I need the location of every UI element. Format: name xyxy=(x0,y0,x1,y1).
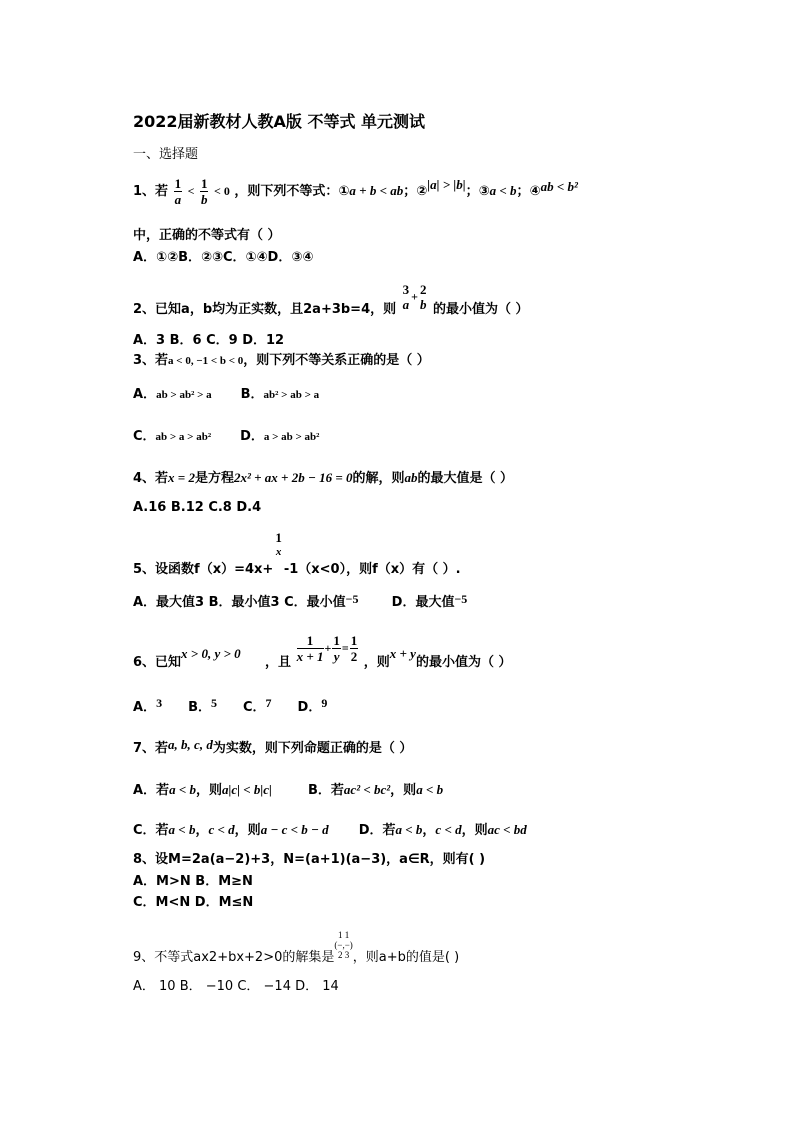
q1-ineq-4: ab < b² xyxy=(540,179,578,194)
question-8: 8、设M=2a(a−2)+3，N=(a+1)(a−3)，a∈R，则有( ) xyxy=(133,852,486,867)
question-7 xyxy=(133,737,413,757)
q4-ab: ab xyxy=(404,470,418,485)
q7-option-a-cond: a < b xyxy=(169,782,196,797)
q6-suffix: 的最小值为（ ） xyxy=(415,655,512,670)
q6-equals: = xyxy=(341,641,349,655)
q3-option-d-label: D． xyxy=(240,429,264,444)
q6-option-a: 3 xyxy=(156,696,163,710)
q7-option-b-then: ，则 xyxy=(390,783,417,798)
q3-option-a-label: A． xyxy=(133,387,157,402)
q6-option-a-label: A． xyxy=(133,700,157,715)
q4-text-mid2: 的解，则 xyxy=(352,471,405,486)
q6-frac-3: $\frac{1}{2}$ xyxy=(350,633,358,664)
question-1 xyxy=(133,176,578,207)
q2-suffix: 的最小值为（ ） xyxy=(433,301,529,317)
q5-options-abc: A．最大值3 B．最小值3 C．最小值 xyxy=(133,595,346,610)
q4-prefix: 4、若 xyxy=(133,471,169,486)
q3-option-c: ab > a > ab² xyxy=(155,431,212,443)
q7-option-b-label: B．若 xyxy=(308,783,344,798)
q9-solution-set: 1 1 (−,−) 2 3 xyxy=(334,930,353,960)
q7-option-d-cond-2: c < d xyxy=(435,822,462,837)
q7-option-a-then: ，则 xyxy=(195,783,222,798)
question-2 xyxy=(133,282,529,317)
q6-options xyxy=(133,696,328,716)
q6-frac-1: $\frac{1}{x + 1}$ xyxy=(296,633,324,664)
q7-option-c-sep: ， xyxy=(195,823,209,838)
q3-condition: a < 0, −1 < b < 0 xyxy=(168,355,244,367)
q7-option-c-cond-1: a < b xyxy=(168,822,196,837)
q6-xy: x + y xyxy=(389,646,416,661)
q4-text-mid: 是方程 xyxy=(194,471,234,486)
q3-option-c-label: C． xyxy=(133,429,156,444)
q2-plus: + xyxy=(411,289,418,304)
q3-options-ab xyxy=(133,387,319,403)
q2-prefix: 2、已知a，b均为正实数，且2a+3b=4，则 xyxy=(133,301,397,317)
q5-option-d-label: D．最大值 xyxy=(391,595,455,610)
q7-option-d-cond-1: a < b xyxy=(395,822,423,837)
q3-suffix: ，则下列不等关系正确的是（ ） xyxy=(243,353,430,368)
q1-ineq-1: a + b < ab xyxy=(349,183,404,198)
q6-option-c: 7 xyxy=(265,696,272,710)
q4-suffix: 的最大值是（ ） xyxy=(417,471,514,486)
q7-options-cd xyxy=(133,822,527,839)
q6-option-b-label: B． xyxy=(188,700,211,715)
q1-text-4: ；④ xyxy=(516,184,541,199)
q7-option-d-result: ac < bd xyxy=(487,822,527,837)
q5-suffix: -1（x<0），则f（x）有（ ）. xyxy=(283,561,461,577)
q1-ineq-2: |a| > |b| xyxy=(427,177,466,192)
question-9 xyxy=(133,930,460,965)
q4-x-value: x = 2 xyxy=(168,470,195,485)
q3-option-b-label: B． xyxy=(240,387,264,402)
q1-text-3: ；③ xyxy=(465,184,490,199)
q1-frac-2: $\frac{1}{b}$ xyxy=(200,176,208,207)
q6-option-b: 5 xyxy=(210,696,217,710)
q6-text-mid2: ，则 xyxy=(363,655,390,670)
q3-prefix: 3、若 xyxy=(133,353,169,368)
q5-option-c-value: −5 xyxy=(345,592,359,606)
q7-prefix: 7、若 xyxy=(133,741,169,756)
q1-frac-1: $\frac{1}{a}$ xyxy=(174,176,182,207)
q1-text-1: ，则下列不等式：① xyxy=(234,184,350,199)
section-heading: 一、选择题 xyxy=(133,147,199,162)
q7-option-d-label: D．若 xyxy=(358,823,396,838)
q1-cond-tail: < 0 xyxy=(214,184,230,198)
q3-option-a: ab > ab² > a xyxy=(156,389,212,401)
q1-ineq-3: a < b xyxy=(489,183,517,198)
question-5 xyxy=(133,530,461,577)
q5-options xyxy=(133,594,467,611)
q7-option-b-result: a < b xyxy=(416,782,444,797)
q7-option-d-then: ，则 xyxy=(461,823,488,838)
document-title: 2022届新教材人教A版 不等式 单元测试 xyxy=(133,112,426,131)
q2-frac-1: 3 a xyxy=(402,282,410,312)
q5-prefix: 5、设函数f（x）=4x+ xyxy=(133,561,274,577)
q1-line-2: 中，正确的不等式有（ ） xyxy=(133,228,281,243)
q6-plus: + xyxy=(324,641,332,655)
q6-option-d: 9 xyxy=(321,696,328,710)
q3-option-b: ab² > ab > a xyxy=(263,389,320,401)
q9-suffix: ，则a+b的值是( ) xyxy=(352,950,460,965)
q2-frac-2: 2 b xyxy=(420,282,427,312)
q6-frac-2: $\frac{1}{y}$ xyxy=(333,633,340,664)
q1-prefix: 1、若 xyxy=(133,184,169,199)
q9-options: A． 10 B． −10 C． −14 D． 14 xyxy=(133,979,339,994)
q5-frac: 1 x xyxy=(275,530,282,558)
q6-condition: x > 0, y > 0 xyxy=(181,646,241,661)
question-6 xyxy=(133,633,512,670)
q7-option-c-label: C．若 xyxy=(133,823,169,838)
q7-variables: a, b, c, d xyxy=(168,737,213,752)
q7-option-d-sep: ， xyxy=(422,823,436,838)
q1-text-2: ；② xyxy=(403,184,428,199)
q4-equation: 2x² + ax + 2b − 16 = 0 xyxy=(233,470,353,485)
q1-less-than: < xyxy=(187,184,195,198)
q3-options-cd xyxy=(133,429,319,445)
q6-prefix: 6、已知 xyxy=(133,655,182,670)
q8-options-ab: A．M>N B．M≥N xyxy=(133,874,253,889)
q3-option-d: a > ab > ab² xyxy=(263,431,320,443)
q7-options-ab xyxy=(133,782,443,799)
q7-option-c-cond-2: c < d xyxy=(208,822,235,837)
q7-option-a-label: A．若 xyxy=(133,783,170,798)
q7-suffix: 为实数，则下列命题正确的是（ ） xyxy=(212,741,413,756)
q9-prefix: 9、不等式ax2+bx+2>0的解集是 xyxy=(133,950,335,965)
q6-option-c-label: C． xyxy=(242,700,266,715)
q8-options-cd: C．M<N D．M≤N xyxy=(133,895,254,910)
q7-option-c-then: ，则 xyxy=(234,823,261,838)
q5-option-d-value: −5 xyxy=(454,592,468,606)
q2-options: A．3 B．6 C．9 D．12 xyxy=(133,333,285,348)
q7-option-b-cond: ac² < bc² xyxy=(343,782,391,797)
q1-options: A．①②B．②③C．①④D．③④ xyxy=(133,250,314,265)
question-4 xyxy=(133,470,513,487)
q4-options: A.16 B.12 C.8 D.4 xyxy=(133,500,262,515)
q6-option-d-label: D． xyxy=(297,700,322,715)
q6-text-mid: ，且 xyxy=(265,655,292,670)
question-3 xyxy=(133,353,430,369)
q7-option-c-result: a − c < b − d xyxy=(260,822,329,837)
q7-option-a-result: a|c| < b|c| xyxy=(222,782,272,797)
